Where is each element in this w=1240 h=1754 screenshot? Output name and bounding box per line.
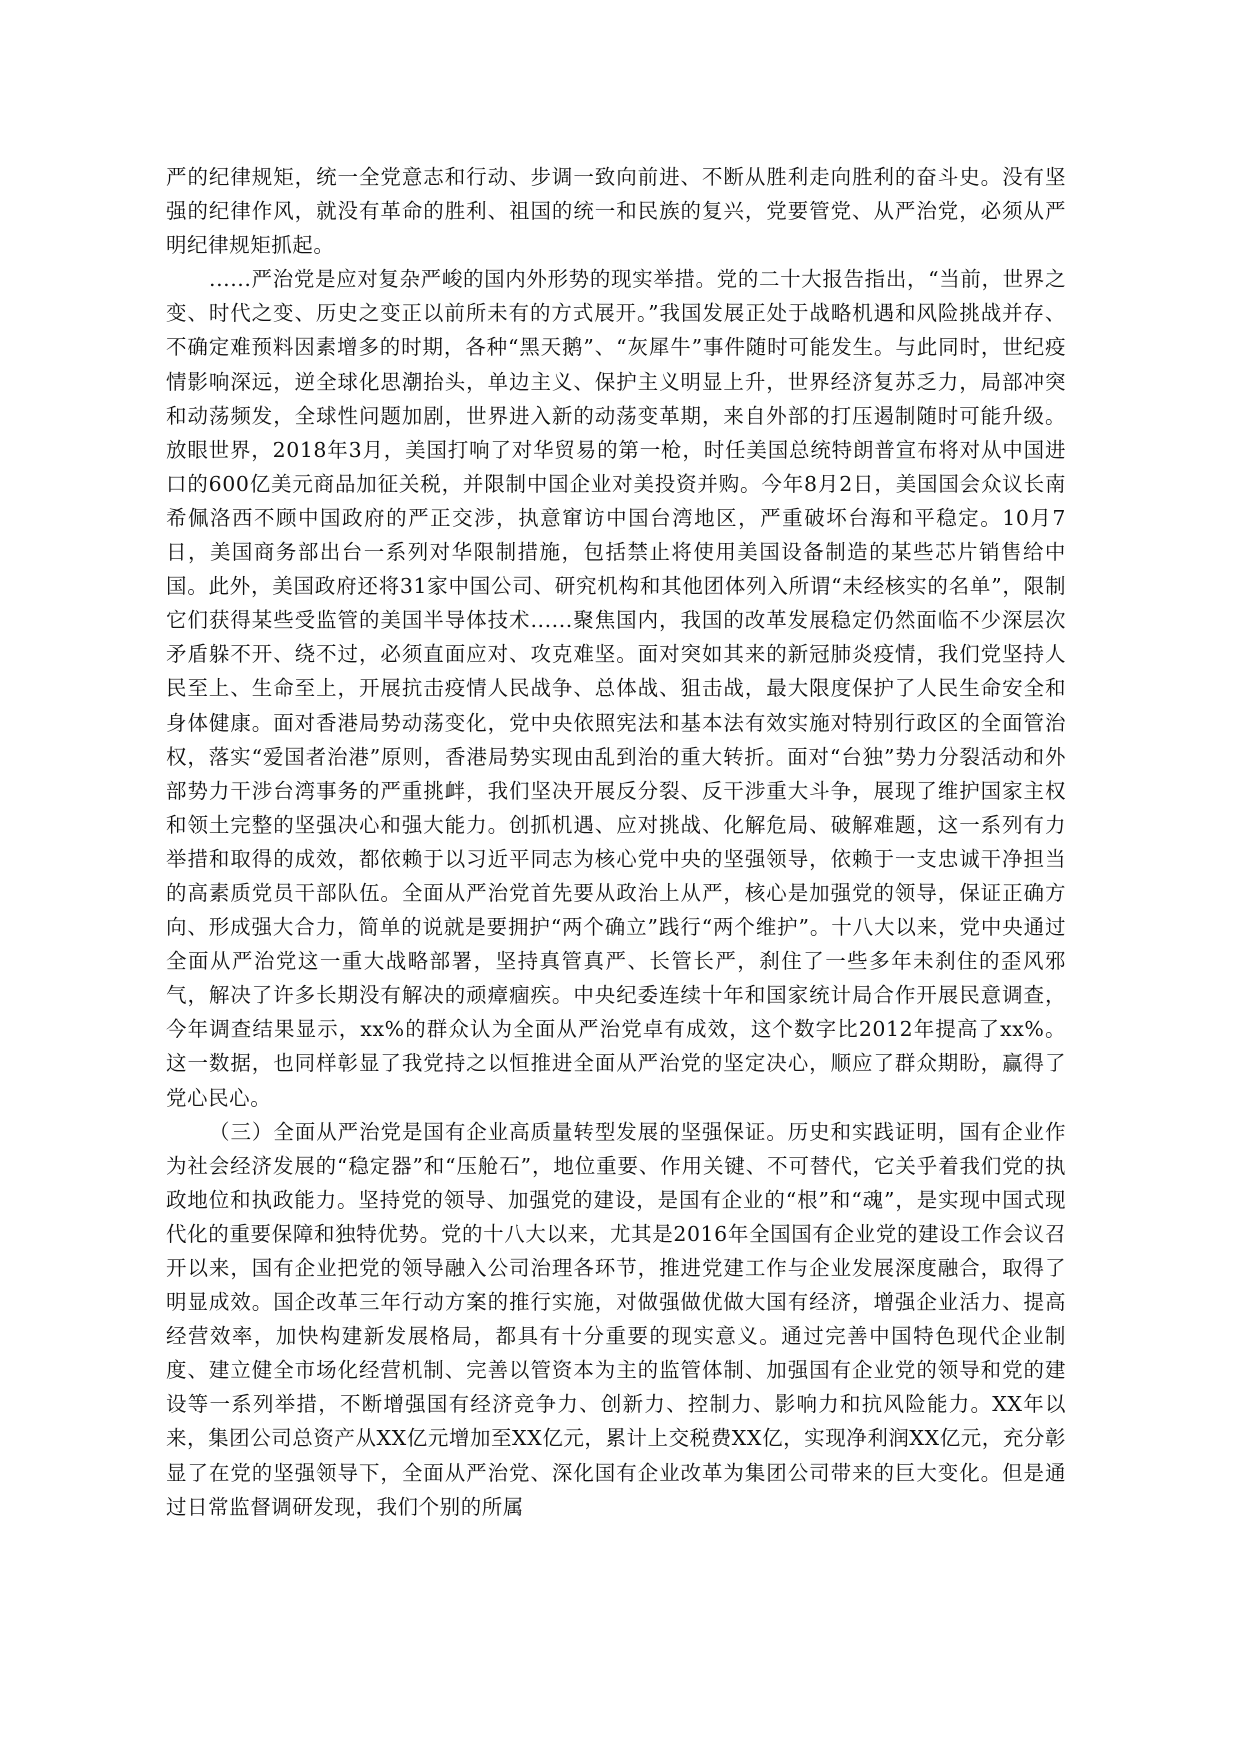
paragraph-soe-development: （三）全面从严治党是国有企业高质量转型发展的坚强保证。历史和实践证明，国有企业作为社会经济发展的“稳定器”和“压舱石”，地位重要、作用关键、不可替代，它关乎着我们党的执政地位和执政能力。坚持党的领导、加强党的建设，是国有企业的“根”和“魂”，是实现中国式现代化的重要保障和独特优势。党的十八大以来，尤其是2016年全国国有企业党的建设工作会议召开以来，国有企业把党的领导融入公司治理各环节，推进党建工作与企业发展深度融合，取得了明显成效。国企改革三年行动方案的推行实施，对做强做优做大国有经济，增强企业活力、提高经营效率，加快构建新发展格局，都具有十分重要的现实意义。通过完善中国特色现代企业制度、建立健全市场化经营机制、完善以管资本为主的监管体制、加强国有企业党的领导和党的建设等一系列举措，不断增强国有经济竞争力、创新力、控制力、影响力和抗风险能力。XX年以来，集团公司总资产从XX亿元增加至XX亿元，累计上交税费XX亿，实现净利润XX亿元，充分彰显了在党的坚强领导下，全面从严治党、深化国有企业改革为集团公司带来的巨大变化。但是通过日常监督调研发现，我们个别的所属: [166, 1119, 1067, 1519]
document-body: [166, 160, 1066, 1524]
paragraph-discipline-history: 严的纪律规矩，统一全党意志和行动、步调一致向前进、不断从胜利走向胜利的奋斗史。没有坚强的纪律作风，就没有革命的胜利、祖国的统一和民族的复兴，党要管党、从严治党，必须从严明纪律规矩抓起。: [166, 165, 1066, 258]
paragraph-domestic-international-situation: ......严治党是应对复杂严峻的国内外形势的现实举措。党的二十大报告指出，“当前，世界之变、时代之变、历史之变正以前所未有的方式展开。”我国发展正处于战略机遇和风险挑战并存、不确定难预料因素增多的时期，各种“黑天鹅”、“灰犀牛”事件随时可能发生。与此同时，世纪疫情影响深远，逆全球化思潮抬头，单边主义、保护主义明显上升，世界经济复苏乏力，局部冲突和动荡频发，全球性问题加剧，世界进入新的动荡变革期，来自外部的打压遏制随时可能升级。放眼世界，2018年3月，美国打响了对华贸易的第一枪，时任美国总统特朗普宣布将对从中国进口的600亿美元商品加征关税，并限制中国企业对美投资并购。今年8月2日，美国国会众议长南希佩洛西不顾中国政府的严正交涉，执意窜访中国台湾地区，严重破坏台海和平稳定。10月7日，美国商务部出台一系列对华限制措施，包括禁止将使用美国设备制造的某些芯片销售给中国。此外，美国政府还将31家中国公司、研究机构和其他团体列入所谓“未经核实的名单”，限制它们获得某些受监管的美国半导体技术......聚焦国内，我国的改革发展稳定仍然面临不少深层次矛盾躲不开、绕不过，必须直面应对、攻克难坚。面对突如其来的新冠肺炎疫情，我们党坚持人民至上、生命至上，开展抗击疫情人民战争、总体战、狙击战，最大限度保护了人民生命安全和身体健康。面对香港局势动荡变化，党中央依照宪法和基本法有效实施对特别行政区的全面管治权，落实“爱国者治港”原则，香港局势实现由乱到治的重大转折。面对“台独”势力分裂活动和外部势力干涉台湾事务的严重挑衅，我们坚决开展反分裂、反干涉重大斗争，展现了维护国家主权和领土完整的坚强决心和强大能力。创抓机遇、应对挑战、化解危局、破解难题，这一系列有力举措和取得的成效，都依赖于以习近平同志为核心党中央的坚强领导，依赖于一支忠诚干净担当的高素质党员干部队伍。全面从严治党首先要从政治上从严，核心是加强党的领导，保证正确方向、形成强大合力，简单的说就是要拥护“两个确立”践行“两个维护”。十八大以来，党中央通过全面从严治党这一重大战略部署，坚持真管真严、长管长严，刹住了一些多年未刹住的歪风邪气，解决了许多长期没有解决的顽瘴痼疾。中央纪委连续十年和国家统计局合作开展民意调查，今年调查结果显示，xx%的群众认为全面从严治党卓有成效，这个数字比2012年提高了xx%。这一数据，也同样彰显了我党持之以恒推进全面从严治党的坚定决心，顺应了群众期盼，赢得了党心民心。: [166, 267, 1066, 1110]
